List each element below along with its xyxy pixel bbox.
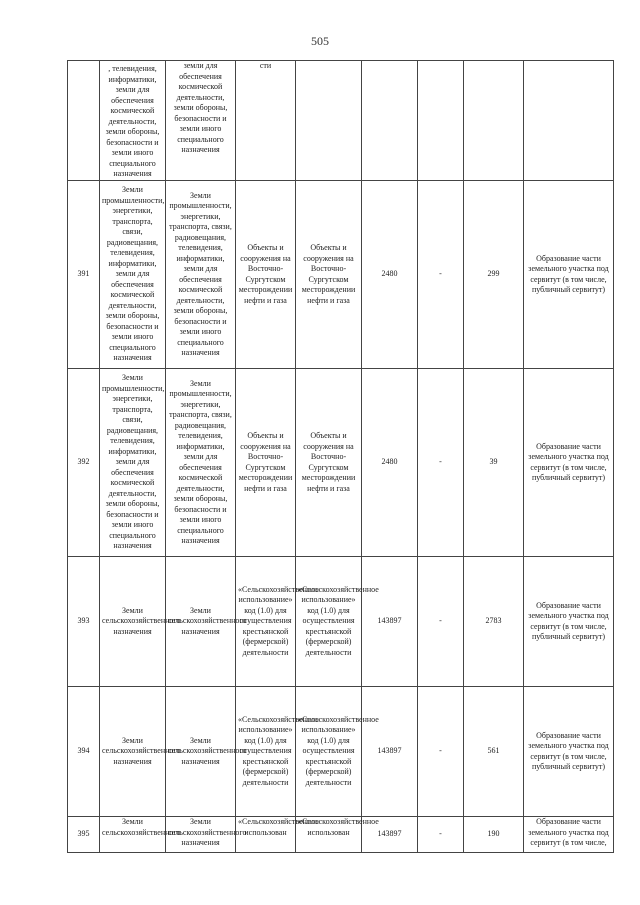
row-number: 391: [68, 181, 100, 369]
permitted-use-cell: «Сельскохозяйственное использование» код (1.0) для осуществления крестьянской (фермерской) деятельности: [236, 687, 296, 817]
part-area-cell: 561: [464, 687, 524, 817]
permitted-use-cell: «Сельскохозяйственное использование» код (1.0) для осуществления крестьянской (фермерской) деятельности: [296, 557, 362, 687]
area-cell: 2480: [362, 181, 418, 369]
row-number: [68, 61, 100, 181]
land-category-cell: Земли промышленности, энергетики, транспорта, связи, радиовещания, телевидения, информатики, земли для обеспечения космической деятельности, земли обороны, безопасности и земли иного специального назначения: [100, 369, 166, 557]
dash-cell: -: [418, 369, 464, 557]
page-number: 505: [311, 34, 329, 48]
table-row: [68, 687, 614, 817]
permitted-use-cell: «Сельскохозяйственное использование» код (1.0) для осуществления крестьянской (фермерской) деятельности: [296, 687, 362, 817]
permitted-use-cell: «Сельскохозяйственное использование» код (1.0) для осуществления крестьянской (фермерской) деятельности: [236, 557, 296, 687]
part-area-cell: [464, 61, 524, 181]
table-row: [68, 181, 614, 369]
permitted-use-cell: Объекты и сооружения на Восточно-Сургутском месторождении нефти и газа: [236, 369, 296, 557]
part-area-cell: 39: [464, 369, 524, 557]
dash-cell: -: [418, 817, 464, 853]
part-area-cell: 2783: [464, 557, 524, 687]
permitted-use-cell: Объекты и сооружения на Восточно-Сургутском месторождении нефти и газа: [296, 369, 362, 557]
part-area-cell: 299: [464, 181, 524, 369]
land-category-cell: Земли промышленности, энергетики, транспорта, связи, радиовещания, телевидения, информатики, земли для обеспечения космической деятельности, земли обороны, безопасности и земли иного специального назначения: [166, 181, 236, 369]
dash-cell: [418, 61, 464, 181]
land-category-cell: земли для обеспечения космической деятельности, земли обороны, безопасности и земли иного специального назначения: [166, 61, 236, 181]
land-category-cell: Земли сельскохозяйственного назначения: [166, 687, 236, 817]
land-category-cell: Земли промышленности, энергетики, транспорта, связи, радиовещания, телевидения, информатики, земли для обеспечения космической деятельности, земли обороны, безопасности и земли иного специального назначения: [100, 181, 166, 369]
row-number: 392: [68, 369, 100, 557]
table-row: [68, 557, 614, 687]
purpose-cell: [524, 61, 614, 181]
area-cell: 143897: [362, 687, 418, 817]
row-number: 393: [68, 557, 100, 687]
land-category-cell: Земли промышленности, энергетики, транспорта, связи, радиовещания, телевидения, информатики, земли для обеспечения космической деятельности, земли обороны, безопасности и земли иного специального назначения: [166, 369, 236, 557]
land-category-cell: Земли сельскохозяйственного: [100, 817, 166, 853]
row-number: 395: [68, 817, 100, 853]
purpose-cell: Образование части земельного участка под сервитут (в том числе, публичный сервитут): [524, 181, 614, 369]
row-number: 394: [68, 687, 100, 817]
permitted-use-cell: «Сельскохозяйственное использован: [236, 817, 296, 853]
area-cell: 2480: [362, 369, 418, 557]
permitted-use-cell: «Сельскохозяйственное использован: [296, 817, 362, 853]
area-cell: [362, 61, 418, 181]
land-plots-table: [67, 60, 614, 853]
permitted-use-cell: сти: [236, 61, 296, 181]
area-cell: 143897: [362, 817, 418, 853]
table-row: [68, 61, 614, 181]
table-row: [68, 369, 614, 557]
land-category-cell: Земли сельскохозяйственного назначения: [100, 687, 166, 817]
land-category-cell: Земли сельскохозяйственного назначения: [166, 817, 236, 853]
land-category-cell: Земли сельскохозяйственного назначения: [100, 557, 166, 687]
dash-cell: -: [418, 687, 464, 817]
dash-cell: -: [418, 557, 464, 687]
purpose-cell: Образование части земельного участка под сервитут (в том числе, публичный сервитут): [524, 369, 614, 557]
purpose-cell: Образование части земельного участка под сервитут (в том числе, публичный сервитут): [524, 557, 614, 687]
table-row: [68, 817, 614, 853]
purpose-cell: Образование части земельного участка под сервитут (в том числе, публичный сервитут): [524, 687, 614, 817]
permitted-use-cell: Объекты и сооружения на Восточно-Сургутском месторождении нефти и газа: [236, 181, 296, 369]
dash-cell: -: [418, 181, 464, 369]
land-category-cell: Земли сельскохозяйственного назначения: [166, 557, 236, 687]
area-cell: 143897: [362, 557, 418, 687]
land-category-cell: , телевидения, информатики, земли для обеспечения космической деятельности, земли обороны, безопасности и земли иного специального назначения: [100, 61, 166, 181]
part-area-cell: 190: [464, 817, 524, 853]
permitted-use-cell: Объекты и сооружения на Восточно-Сургутском месторождении нефти и газа: [296, 181, 362, 369]
purpose-cell: Образование части земельного участка под сервитут (в том числе,: [524, 817, 614, 853]
permitted-use-cell: [296, 61, 362, 181]
